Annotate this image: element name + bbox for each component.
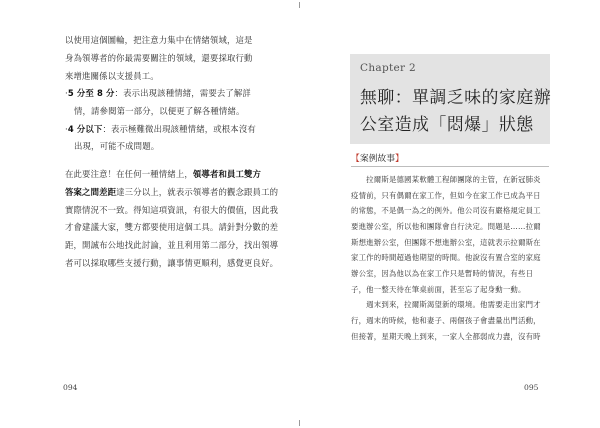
bullet-strong: 5 分至 8 分 [67, 88, 115, 98]
page-number-left: 094 [63, 383, 78, 392]
text-segment: 達三分以上，就表示領導者的觀念跟員工的 [116, 186, 279, 197]
text-line [65, 166, 261, 184]
text-line: 拉爾斯是德國某軟體工程師團隊的主管，在新冠肺炎 [351, 175, 541, 184]
text-line: 要進辦公室，所以他和團隊會自行決定。問題是……拉爾 [351, 221, 541, 231]
left-paragraph-1 [65, 32, 261, 85]
text-line: 以使用這個圖輪，把注意力集中在情緒領域，這是 [65, 35, 253, 45]
text-line: 疫情前，只有偶爾在家工作，但如今在家工作已成為平日 [351, 190, 541, 200]
text-segment-bold: 答案之間差距 [65, 186, 117, 197]
text-line: 才會建議大家，雙方都要使用這個工具。請針對分數的差 [65, 222, 279, 233]
text-line: 者可以採取哪些支援行動，讓事情更順利，感覺更良好。 [65, 257, 279, 268]
case-story-text: 案例故事 [359, 154, 396, 164]
text-line: 辦公室，因為他以為在家工作只是暫時的情況，有些日 [351, 268, 534, 278]
text-line: 身為領導者的你最需要關注的領域，還要採取行動 [65, 52, 253, 63]
chapter-label: Chapter 2 [360, 62, 416, 74]
bullet-marker: ‧ [65, 88, 68, 98]
divider [351, 166, 549, 167]
page-number-right: 095 [524, 383, 539, 392]
bullet-text: ：表示極難微出現該種情緒，或根本沒有 [102, 123, 256, 134]
bullet-item [65, 85, 261, 103]
chapter-title-line: 無聊：單調乏味的家庭辦 [360, 87, 552, 107]
text-segment-bold: 領導者和員工雙方 [192, 169, 262, 179]
text-segment: 在此要注意！在任何一種情緒上， [65, 169, 193, 179]
text-line: 的常態，不是偶一為之的例外。他公司沒有嚴格規定員工 [351, 206, 541, 216]
bullet-list [65, 85, 261, 156]
bullet-continuation: 出現，可能不成問題。 [74, 141, 160, 152]
chapter-header [350, 54, 550, 144]
bullet-text: ：表示出現該種情緒，需要去了解詳 [114, 88, 251, 98]
text-line: 但接著，星期天晚上到來，一家人全都弱成力盡，沒有時 [351, 331, 541, 341]
text-line: 子，他一整天待在筆桌前面，甚至忘了起身動一動。 [351, 284, 526, 294]
text-line: 距，開誠布公地找此討論，並且利用第二部分，找出領導 [65, 240, 279, 251]
bullet-strong: 4 分以下 [67, 123, 103, 134]
bracket-open: 【 [351, 154, 360, 164]
left-paragraph-2 [65, 166, 279, 273]
right-page [300, 0, 600, 428]
text-line: 來增進關係以支援員工。 [65, 70, 159, 81]
text-line: 斯想進辦公室，但團隊不想進辦公室，這就表示拉爾斯在 [351, 237, 541, 247]
case-story-label [351, 151, 404, 164]
chapter-title-line: 公室造成「悶爆」狀態 [360, 114, 534, 134]
case-story-body [351, 172, 556, 344]
text-line: 家工作的時間超過他期望的時間。他說沒有置合室的家庭 [351, 253, 541, 263]
text-line: 行，週末的時候，他和妻子、兩個孩子會盡量出門活動， [351, 315, 541, 325]
bullet-item [65, 121, 261, 139]
chapter-title [360, 84, 550, 138]
text-line: 週末到來，拉爾斯渴望新的環境。他需要走出家門才 [351, 300, 541, 310]
bullet-marker: ‧ [65, 123, 68, 134]
bullet-continuation: 情，請參閱第一部分，以便更了解各種情緒。 [74, 105, 245, 116]
bracket-close: 】 [395, 154, 404, 164]
text-line [65, 184, 279, 202]
text-line: 實際情況不一致。得知這項資訊，有很大的價值，因此我 [65, 204, 279, 215]
